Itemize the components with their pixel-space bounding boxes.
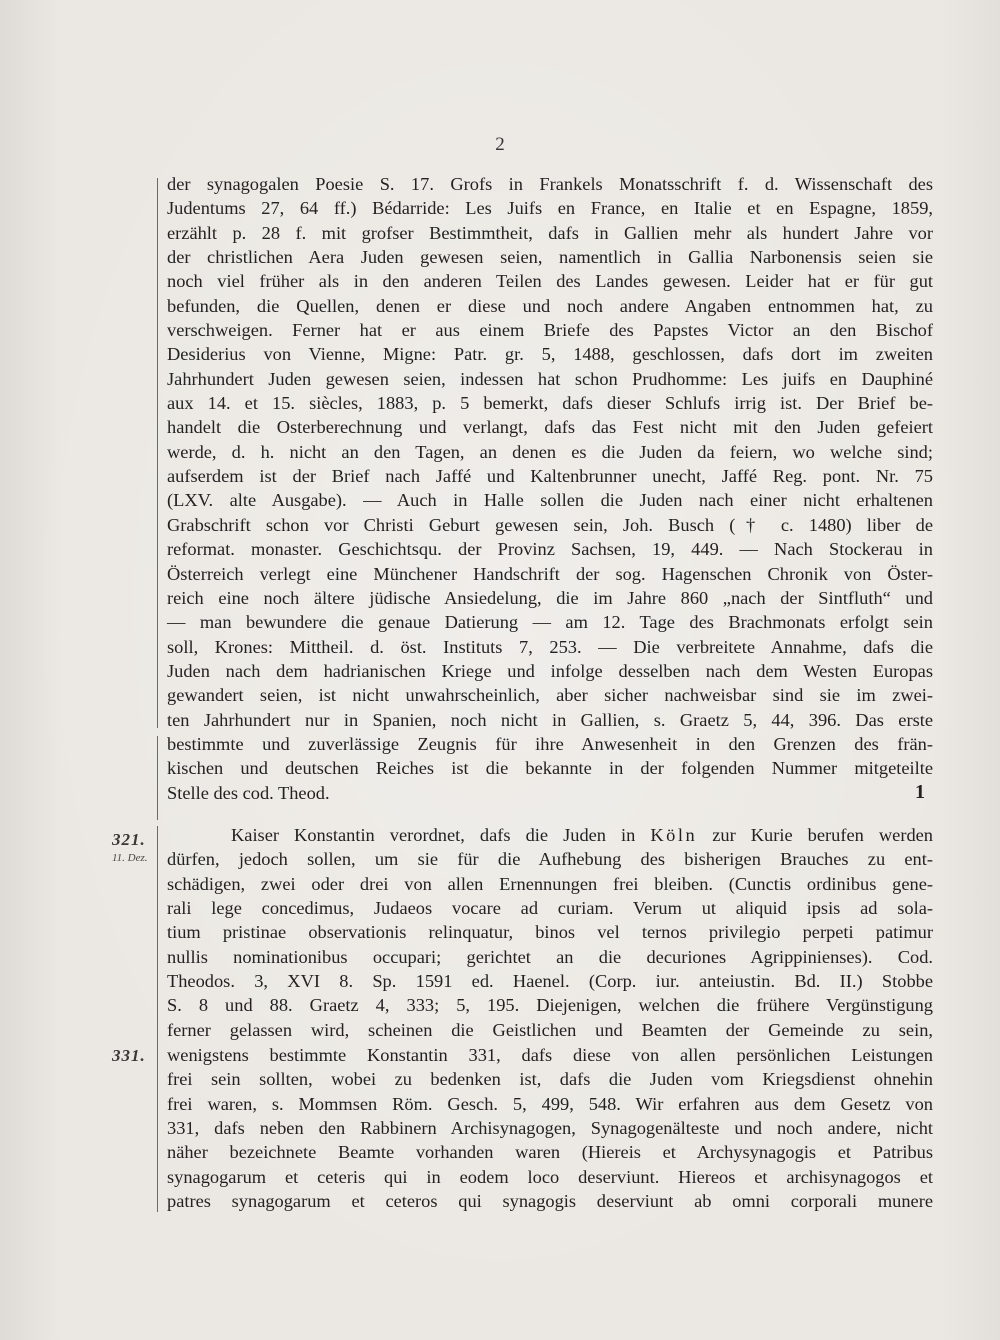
text-line: Jahrhundert Juden gewesen seien, indessen hat schon Prudhomme: Les juifs en Dauphiné [167,368,933,389]
text-line: aux 14. et 15. siècles, 1883, p. 5 bemerkt, dafs dieser Schlufs irrig ist. Der Brief be- [167,393,933,414]
text-line: werde, d. h. nicht an den Tagen, an denen es die Juden da feiern, wo welche sind; [167,441,933,462]
text-line: reformat. monaster. Geschichtsqu. der Provinz Sachsen, 19, 449. — Nach Stockerau in [167,539,933,560]
text-line: aufserdem ist der Brief nach Jaffé und Kaltenbrunner unecht, Jaffé Reg. pont. Nr. 75 [167,466,933,487]
text-line: tium pristinae observationis relinquatur, binos vel ternos privilegio perpeti patimur [167,922,933,943]
text-line: frei sein sollten, wobei zu bedenken ist, dafs die Juden vom Kriegsdienst ohnehin [167,1069,933,1090]
footnote-continuation-paragraph [167,172,933,805]
page-number: 2 [495,134,505,155]
entry-331-paragraph [167,1043,933,1213]
text-segment: zur Kurie berufen werden [697,825,933,845]
text-line: ferner gelassen wird, scheinen die Geistlichen und Beamten der Gemeinde zu sein, [167,1019,933,1040]
margin-date-321: 11. Dez. [112,852,148,864]
text-line: frei waren, s. Mommsen Röm. Gesch. 5, 499, 548. Wir erfahren aus dem Gesetz von [167,1093,933,1114]
margin-rule-middle [157,736,158,820]
text-line [167,823,933,847]
text-line: befunden, die Quellen, denen er diese und noch andere Angaben entnommen hat, zu [167,295,933,316]
text-line: synagogarum et ceteris qui in eodem loco deserviunt. Hiereos et archisynagogos et [167,1166,933,1187]
text-line: schädigen, zwei oder drei von allen Ernennungen frei bleiben. (Cunctis ordinibus gene- [167,873,933,894]
text-line: gewandert seien, ist nicht unwahrscheinlich, aber sicher nachweisbar sind sie im zwei- [167,685,933,706]
text-line: ten Jahrhundert nur in Spanien, noch nicht in Gallien, s. Graetz 5, 44, 396. Das erste [167,709,933,730]
text-line: verschweigen. Ferner hat er aus einem Briefe des Papstes Victor an den Bischof [167,320,933,341]
text-line: handelt die Osterberechnung und verlangt, dafs das Fest nicht mit den Juden gefeiert [167,417,933,438]
text-line: Desiderius von Vienne, Migne: Patr. gr. 5, 1488, geschlossen, dafs dort im zweiten [167,344,933,365]
text-line: erzählt p. 28 f. mit grofser Bestimmtheit, dafs in Gallien mehr als hundert Jahre vor [167,222,933,243]
text-line: — man bewundere die genaue Datierung — am 12. Tage des Brachmonats erfolgt sein [167,612,933,633]
text-line: patres synagogarum et ceteros qui synagogis deserviunt ab omni corporali munere [167,1191,933,1212]
text-line: rali lege concedimus, Judaeos vocare ad curiam. Verum ut aliquid ipsis ad sola- [167,898,933,919]
text-line: der synagogalen Poesie S. 17. Grofs in Frankels Monatsschrift f. d. Wissenschaft des [167,174,933,194]
entry-321-paragraph [167,823,933,1042]
text-line: kischen und deutschen Reiches ist die bekannte in der folgenden Nummer mitgeteilte [167,758,933,779]
margin-rule-top [157,178,158,728]
text-line: wenigstens bestimmte Konstantin 331, dafs diese von allen persönlichen Leistungen [167,1045,933,1065]
margin-year-321: 321. [112,830,146,849]
city-name: Köln [650,825,698,845]
text-line: der christlichen Aera Juden gewesen seien, namentlich in Gallia Narbonensis seien sie [167,247,933,268]
text-line: Judentums 27, 64 ff.) Bédarride: Les Juifs en France, en Italie et en Espagne, 1859, [167,198,933,219]
text-line: Stelle des cod. Theod. [167,782,330,803]
text-line: Grabschrift schon vor Christi Geburt gewesen sein, Joh. Busch († c. 1480) liber de [167,514,933,535]
text-line: soll, Krones: Mittheil. d. öst. Instituts 7, 253. — Die verbreitete Annahme, dafs die [167,636,933,657]
text-line: Theodos. 3, XVI 8. Sp. 1591 ed. Haenel. (Corp. iur. anteiustin. Bd. II.) Stobbe [167,971,933,992]
text-segment: Kaiser Konstantin verordnet, dafs die Juden in [231,825,651,845]
text-line: reich eine noch ältere jüdische Ansiedelung, die im Jahre 860 „nach der Sintfluth“ und [167,587,933,608]
text-line: näher bezeichnete Beamte vorhanden waren (Hiereis et Archysynagogis et Patribus [167,1142,933,1163]
text-line: Juden nach dem hadrianischen Kriege und infolge desselben nach dem Westen Europas [167,660,933,681]
text-line: dürfen, jedoch sollen, um sie für die Aufhebung des bisherigen Brauches zu ent- [167,849,933,870]
text-line: S. 8 und 88. Graetz 4, 333; 5, 195. Diejenigen, welchen die frühere Vergünstigung [167,995,933,1016]
text-line: (LXV. alte Ausgabe). — Auch in Halle sollen die Juden nach einer nicht erhaltenen [167,490,933,511]
text-line: Österreich verlegt eine Münchener Handschrift der sog. Hagenschen Chronik von Öster- [167,563,933,584]
text-line: nullis nominationibus occupari; gerichtet an die decuriones Agrippinienses). Cod. [167,946,933,967]
margin-year-331: 331. [112,1046,146,1065]
text-line: bestimmte und zuverlässige Zeugnis für ihre Anwesenheit in den Grenzen des frän- [167,733,933,754]
text-line: 331, dafs neben den Rabbinern Archisynagogen, Synagogenälteste und noch andere, nicht [167,1118,933,1139]
margin-rule-bottom [157,826,158,1212]
section-end-number: 1 [915,781,925,803]
text-line: noch viel früher als in den anderen Teilen des Landes gewesen. Leider hat er für gut [167,271,933,292]
